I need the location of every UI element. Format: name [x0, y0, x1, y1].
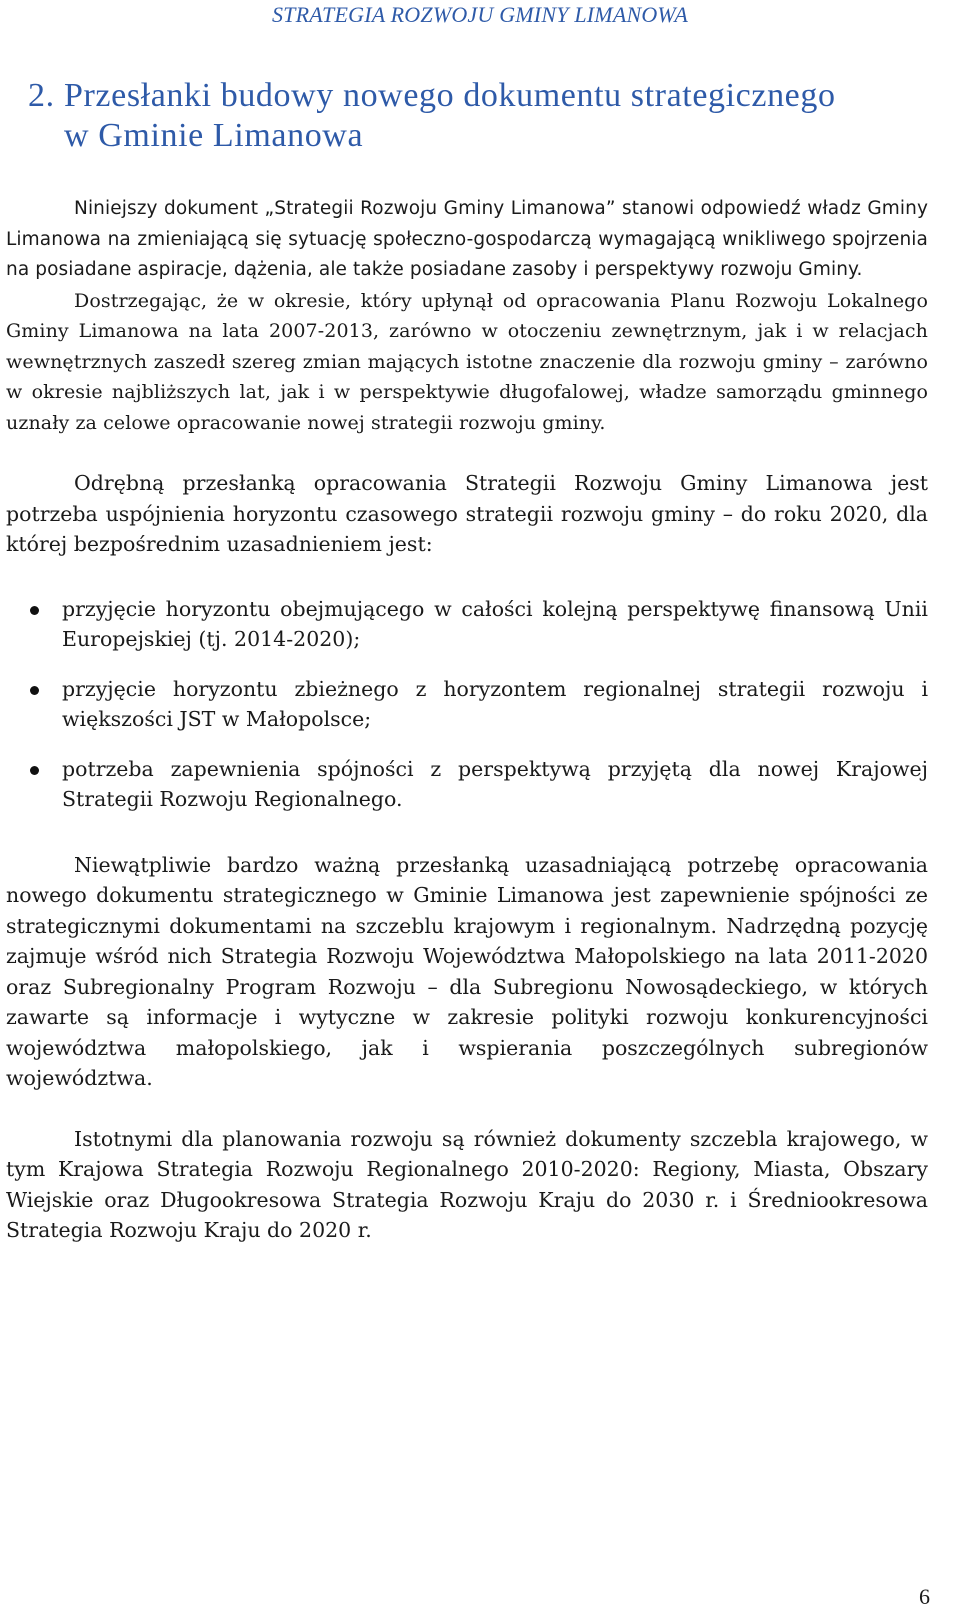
list-item-text: przyjęcie horyzontu obejmującego w całości kolejną perspektywę finansową Unii Europejskiej (tj. 2014-2020); — [62, 596, 928, 651]
chapter-title-line1: Przesłanki budowy nowego dokumentu strategicznego — [64, 77, 836, 114]
bullet-list — [6, 594, 928, 815]
bullet-icon — [30, 766, 39, 775]
paragraph-background: Dostrzegając, że w okresie, który upłynął od opracowania Planu Rozwoju Lokalnego Gminy Limanowa na lata 2007-2013, zarówno w otoczeniu zewnętrznym, jak i w relacjach wewnętrznych zaszedł szereg zmian mających istotne znaczenie dla rozwoju gminy – zarówno w okresie najbliższych lat, jak i w perspektywie długofalowej, władze samorządu gminnego uznały za celowe opracowanie nowej strategii rozwoju gminy. — [6, 289, 928, 434]
chapter-title — [28, 76, 948, 156]
list-item — [6, 674, 928, 735]
running-header: STRATEGIA ROZWOJU GMINY LIMANOWA — [271, 2, 689, 27]
paragraph-intro: Niniejszy dokument „Strategii Rozwoju Gminy Limanowa” stanowi odpowiedź władz Gminy Limanowa na zmieniającą się sytuację społeczno-gospodarczą wymagającą wnikliwego spojrzenia na posiadane aspiracje, dążenia, ale także posiadane zasoby i perspektywy rozwoju Gminy. — [6, 198, 928, 280]
list-item-text: potrzeba zapewnienia spójności z perspektywą przyjętą dla nowej Krajowej Strategii Rozwoju Regionalnego. — [62, 756, 928, 811]
bullet-icon — [30, 686, 39, 695]
list-item — [6, 754, 928, 815]
chapter-number: 2. — [28, 77, 55, 114]
paragraph-national-documents: Istotnymi dla planowania rozwoju są również dokumenty szczebla krajowego, w tym Krajowa Strategia Rozwoju Regionalnego 2010-2020: Regiony, Miasta, Obszary Wiejskie oraz Długookresowa Strategia Rozwoju Kraju do 2030 r. i Średniookresowa Strategia Rozwoju Kraju do 2020 r. — [6, 1126, 928, 1242]
chapter-title-line2: w Gminie Limanowa — [64, 117, 364, 154]
page-number: 6 — [919, 1584, 930, 1609]
list-item — [6, 594, 928, 655]
bullet-icon — [30, 606, 39, 615]
paragraph-consistency: Niewątpliwie bardzo ważną przesłanką uzasadniającą potrzebę opracowania nowego dokumentu strategicznego w Gminie Limanowa jest zapewnienie spójności ze strategicznymi dokumentami na szczeblu krajowym i regionalnym. Nadrzędną pozycję zajmuje wśród nich Strategia Rozwoju Województwa Małopolskiego na lata 2011-2020 oraz Subregionalny Program Rozwoju – dla Subregionu Nowosądeckiego, w których zawarte są informacje i wytyczne w zakresie polityki rozwoju konkurencyjności województwa małopolskiego, jak i wspierania poszczególnych subregionów województwa. — [6, 852, 928, 1090]
list-item-text: przyjęcie horyzontu zbieżnego z horyzontem regionalnej strategii rozwoju i większości JST w Małopolsce; — [62, 676, 928, 731]
paragraph-horizon: Odrębną przesłanką opracowania Strategii Rozwoju Gminy Limanowa jest potrzeba uspójnienia horyzontu czasowego strategii rozwoju gminy – do roku 2020, dla której bezpośrednim uzasadnieniem jest: — [6, 471, 928, 556]
document-body — [6, 194, 928, 1246]
